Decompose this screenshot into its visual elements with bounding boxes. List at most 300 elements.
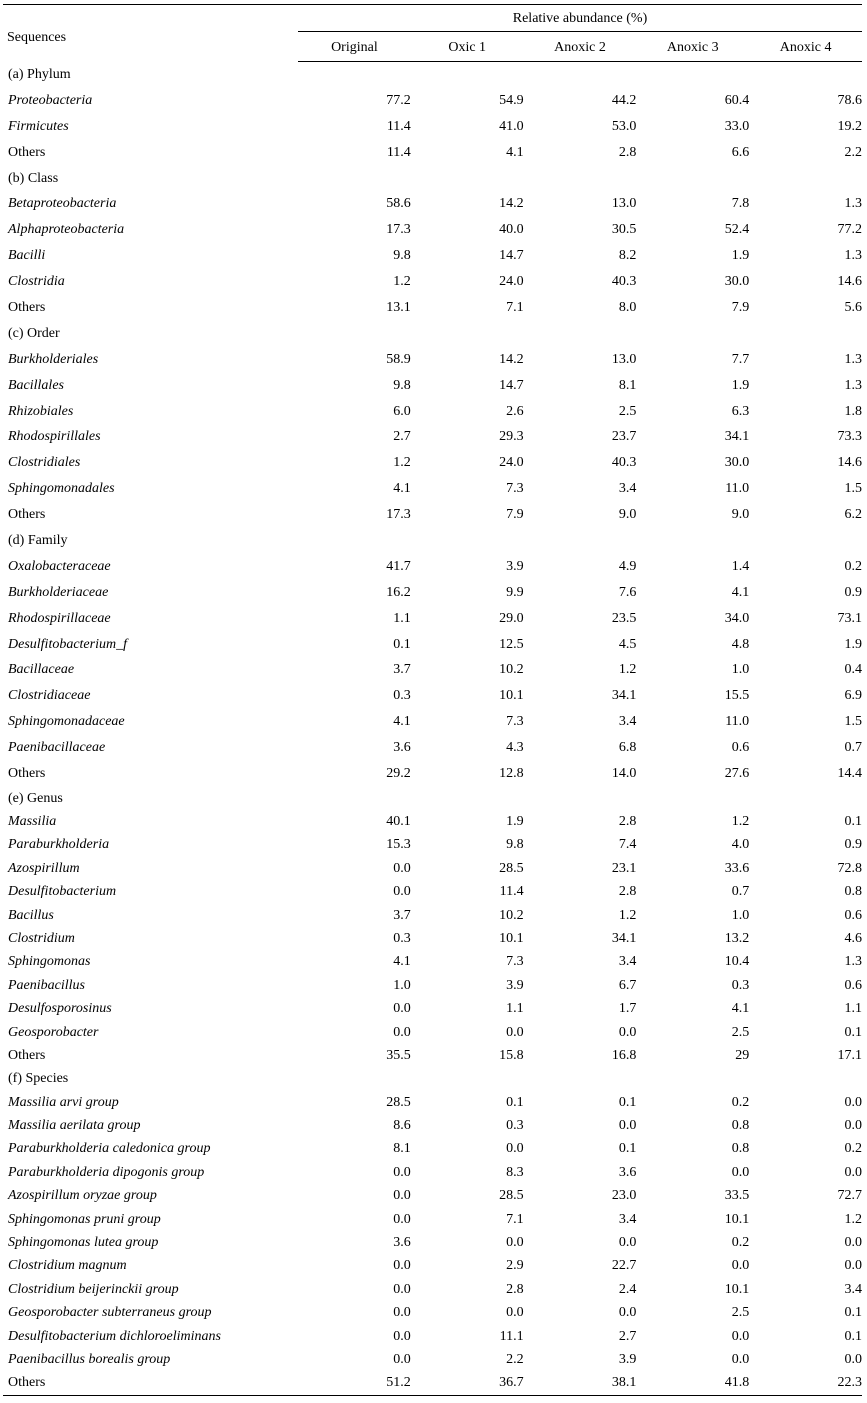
abundance-value-text: 19.2 — [837, 118, 862, 134]
abundance-value — [636, 373, 749, 399]
abundance-value — [636, 1091, 749, 1114]
table-row — [3, 1231, 862, 1254]
abundance-value-text: 1.1 — [506, 1001, 524, 1017]
abundance-value-text: 34.1 — [611, 930, 637, 946]
abundance-value-text: 0.0 — [393, 1164, 411, 1180]
table-row — [3, 951, 862, 974]
abundance-value — [636, 1044, 749, 1067]
abundance-value — [636, 1255, 749, 1278]
abundance-value-text: 0.9 — [844, 837, 862, 853]
table-row — [3, 347, 862, 373]
taxon-name: Clostridium beijerinckii group — [8, 1281, 179, 1297]
abundance-value — [524, 904, 637, 927]
abundance-value-text: 14.7 — [499, 377, 524, 393]
abundance-value — [298, 606, 411, 632]
abundance-value — [636, 632, 749, 658]
abundance-value — [298, 373, 411, 399]
abundance-value-text: 0.9 — [844, 584, 862, 600]
abundance-value-text: 10.2 — [499, 907, 524, 923]
abundance-value — [749, 632, 862, 658]
abundance-value — [636, 683, 749, 709]
abundance-value-text: 29 — [735, 1047, 750, 1063]
table-row — [3, 1114, 862, 1137]
abundance-value-text: 4.9 — [618, 558, 637, 574]
abundance-value-text: 7.9 — [731, 299, 750, 315]
abundance-value — [298, 997, 411, 1020]
abundance-value — [411, 580, 524, 606]
abundance-value — [298, 1231, 411, 1254]
taxon-name: Clostridia — [8, 274, 65, 290]
abundance-value — [524, 1231, 637, 1254]
abundance-value-text: 0.2 — [731, 1235, 750, 1251]
abundance-value-text: 44.2 — [611, 92, 637, 108]
abundance-value — [411, 735, 524, 761]
abundance-value-text: 10.1 — [724, 1211, 750, 1227]
abundance-value — [411, 632, 524, 658]
taxon-name: Clostridium magnum — [8, 1258, 127, 1274]
abundance-value — [636, 1231, 749, 1254]
abundance-value — [524, 191, 637, 217]
abundance-value — [524, 1161, 637, 1184]
abundance-value — [636, 1114, 749, 1137]
abundance-value — [636, 606, 749, 632]
abundance-value-text: 1.1 — [844, 1001, 862, 1017]
abundance-value — [749, 927, 862, 950]
abundance-value-text: 7.3 — [506, 954, 524, 970]
abundance-value-text: 51.2 — [386, 1375, 411, 1391]
abundance-value — [636, 857, 749, 880]
abundance-value — [524, 1302, 637, 1325]
abundance-value-text: 1.9 — [731, 248, 750, 264]
abundance-value-text: 38.1 — [611, 1375, 637, 1391]
table-row — [3, 1021, 862, 1044]
abundance-value — [749, 904, 862, 927]
abundance-value — [636, 1021, 749, 1044]
abundance-value — [749, 834, 862, 857]
abundance-value-text: 0.2 — [844, 558, 862, 574]
taxon-name: Bacillus — [8, 907, 54, 923]
table-row — [3, 1325, 862, 1348]
abundance-value — [411, 1231, 524, 1254]
abundance-value — [298, 1302, 411, 1325]
abundance-value-text: 0.8 — [731, 1141, 750, 1157]
abundance-value-text: 9.8 — [393, 377, 411, 393]
abundance-value — [411, 476, 524, 502]
abundance-value-text: 30.0 — [724, 455, 750, 471]
abundance-value — [298, 1021, 411, 1044]
abundance-value — [636, 1348, 749, 1371]
abundance-value — [749, 1278, 862, 1301]
table-row — [3, 974, 862, 997]
abundance-value — [749, 683, 862, 709]
abundance-value — [524, 295, 637, 321]
taxon-name: Alphaproteobacteria — [8, 222, 125, 238]
abundance-value-text: 23.7 — [611, 429, 637, 445]
abundance-value — [749, 1231, 862, 1254]
abundance-value-text: 1.2 — [618, 662, 637, 678]
abundance-value-text: 0.0 — [393, 1211, 411, 1227]
abundance-value — [411, 657, 524, 683]
abundance-value-text: 3.9 — [506, 558, 524, 574]
abundance-value — [524, 580, 637, 606]
abundance-value — [524, 1044, 637, 1067]
table-row — [3, 1278, 862, 1301]
abundance-value — [298, 243, 411, 269]
abundance-value-text: 8.0 — [618, 299, 637, 315]
abundance-value-text: 7.8 — [731, 196, 750, 212]
table-row — [3, 683, 862, 709]
abundance-value-text: 29.3 — [499, 429, 524, 445]
abundance-value-text: 14.2 — [499, 196, 524, 212]
abundance-value — [298, 295, 411, 321]
abundance-value — [298, 1044, 411, 1067]
section-title: (e) Genus — [8, 790, 63, 806]
abundance-value-text: 72.7 — [837, 1188, 862, 1204]
abundance-value-text: 41.0 — [499, 118, 524, 134]
abundance-value-text: 2.5 — [731, 1024, 750, 1040]
abundance-value-text: 1.2 — [393, 455, 411, 471]
abundance-value — [524, 927, 637, 950]
abundance-value — [411, 1372, 524, 1396]
abundance-value — [636, 1161, 749, 1184]
abundance-value — [636, 554, 749, 580]
abundance-value — [524, 606, 637, 632]
abundance-value-text: 4.1 — [506, 144, 524, 160]
abundance-value-text: 0.0 — [618, 1235, 637, 1251]
abundance-value-text: 34.0 — [724, 610, 750, 626]
abundance-value-text: 27.6 — [724, 765, 750, 781]
abundance-value — [298, 476, 411, 502]
abundance-value — [411, 881, 524, 904]
abundance-value — [749, 1138, 862, 1161]
abundance-value-text: 2.7 — [618, 1328, 637, 1344]
section-header-row — [3, 62, 862, 88]
abundance-value — [298, 857, 411, 880]
abundance-value-text: 77.2 — [837, 222, 862, 238]
abundance-value — [298, 761, 411, 787]
table-row — [3, 554, 862, 580]
abundance-value — [524, 399, 637, 425]
section-header-row — [3, 166, 862, 192]
table-row — [3, 1091, 862, 1114]
abundance-value — [298, 580, 411, 606]
abundance-value-text: 8.2 — [618, 248, 637, 264]
table-row — [3, 1161, 862, 1184]
abundance-value-text: 3.6 — [618, 1164, 637, 1180]
taxon-name: Desulfosporosinus — [8, 1001, 112, 1017]
taxon-name: Rhodospirillales — [8, 429, 101, 445]
abundance-value — [524, 810, 637, 833]
abundance-value-text: 15.8 — [499, 1047, 524, 1063]
abundance-value — [411, 857, 524, 880]
sequences-header: Sequences — [7, 29, 67, 45]
abundance-value — [636, 1302, 749, 1325]
abundance-value — [411, 1325, 524, 1348]
abundance-value — [411, 1208, 524, 1231]
abundance-value — [298, 140, 411, 166]
abundance-value — [749, 502, 862, 528]
abundance-value — [749, 761, 862, 787]
abundance-value-text: 0.7 — [844, 740, 862, 756]
abundance-value-text: 0.1 — [844, 1305, 862, 1321]
taxon-name: Desulfitobacterium dichloroeliminans — [8, 1328, 221, 1344]
abundance-value-text: 36.7 — [499, 1375, 524, 1391]
abundance-value-text: 53.0 — [611, 118, 637, 134]
abundance-value — [749, 399, 862, 425]
abundance-value-text: 40.0 — [499, 222, 524, 238]
table-row — [3, 88, 862, 114]
abundance-value-text: 7.1 — [506, 1211, 524, 1227]
taxon-name: Massilia aerilata group — [8, 1118, 141, 1134]
abundance-value — [749, 735, 862, 761]
abundance-value — [524, 217, 637, 243]
abundance-value-text: 54.9 — [499, 92, 524, 108]
table-row — [3, 857, 862, 880]
abundance-value — [524, 632, 637, 658]
abundance-value-text: 0.4 — [844, 662, 862, 678]
abundance-value-text: 10.1 — [499, 688, 524, 704]
abundance-value-text: 2.5 — [618, 403, 637, 419]
section-header-row — [3, 528, 862, 554]
abundance-value-text: 0.0 — [731, 1328, 750, 1344]
abundance-value-text: 0.1 — [844, 1328, 862, 1344]
taxon-name: Betaproteobacteria — [8, 196, 117, 212]
abundance-value — [636, 502, 749, 528]
taxon-name: Clostridiales — [8, 455, 81, 471]
abundance-value — [298, 632, 411, 658]
abundance-value — [298, 269, 411, 295]
abundance-value — [298, 88, 411, 114]
abundance-value-text: 78.6 — [837, 92, 862, 108]
abundance-value — [298, 1185, 411, 1208]
abundance-value — [411, 88, 524, 114]
abundance-value — [636, 1372, 749, 1396]
abundance-value — [524, 476, 637, 502]
abundance-value-text: 6.3 — [731, 403, 750, 419]
abundance-value-text: 4.0 — [731, 837, 750, 853]
table-row — [3, 424, 862, 450]
abundance-value — [411, 810, 524, 833]
taxon-name: Clostridium — [8, 930, 75, 946]
abundance-value-text: 1.9 — [731, 377, 750, 393]
section-title: (b) Class — [8, 170, 59, 186]
abundance-value-text: 17.3 — [386, 222, 411, 238]
abundance-value-text: 4.1 — [731, 1001, 750, 1017]
abundance-value-text: 9.8 — [506, 837, 524, 853]
abundance-value — [749, 881, 862, 904]
abundance-value-text: 4.1 — [393, 954, 411, 970]
abundance-value-text: 9.9 — [506, 584, 524, 600]
taxon-name: Others — [8, 144, 46, 160]
abundance-value-text: 3.6 — [393, 740, 411, 756]
abundance-value — [636, 295, 749, 321]
abundance-value — [749, 424, 862, 450]
abundance-value-text: 0.6 — [731, 740, 750, 756]
abundance-value-text: 29.0 — [499, 610, 524, 626]
abundance-value-text: 2.4 — [618, 1281, 637, 1297]
abundance-value-text: 0.0 — [731, 1258, 750, 1274]
abundance-value-text: 8.1 — [618, 377, 637, 393]
abundance-value — [749, 1021, 862, 1044]
abundance-value-text: 3.9 — [506, 977, 524, 993]
table-row — [3, 1372, 862, 1396]
abundance-value — [411, 399, 524, 425]
table-row — [3, 997, 862, 1020]
abundance-value-text: 10.4 — [724, 954, 750, 970]
abundance-value-text: 1.3 — [844, 377, 862, 393]
abundance-value-text: 0.0 — [393, 1281, 411, 1297]
relative-abundance-header: Relative abundance (%) — [298, 8, 862, 34]
abundance-value-text: 0.0 — [618, 1118, 637, 1134]
abundance-value-text: 6.0 — [393, 403, 411, 419]
abundance-value-text: 30.5 — [611, 222, 637, 238]
abundance-value-text: 58.6 — [386, 196, 411, 212]
table-row — [3, 709, 862, 735]
table-row — [3, 450, 862, 476]
section-header-row — [3, 787, 862, 810]
abundance-value — [411, 1302, 524, 1325]
abundance-value — [636, 1325, 749, 1348]
taxon-name: Others — [3, 1372, 298, 1396]
abundance-value — [411, 927, 524, 950]
abundance-value-text: 16.8 — [611, 1047, 637, 1063]
abundance-value — [411, 1114, 524, 1137]
abundance-value — [749, 554, 862, 580]
abundance-value — [749, 217, 862, 243]
abundance-value-text: 8.6 — [393, 1118, 411, 1134]
abundance-value-text: 30.0 — [724, 274, 750, 290]
taxon-name: Paenibacillus — [8, 977, 85, 993]
abundance-value — [411, 1185, 524, 1208]
abundance-value-text: 40.1 — [386, 814, 411, 830]
taxon-name: Bacillaceae — [8, 662, 75, 678]
abundance-value — [524, 657, 637, 683]
abundance-value-text: 2.7 — [393, 429, 411, 445]
abundance-value-text: 10.1 — [724, 1281, 750, 1297]
abundance-value — [298, 927, 411, 950]
abundance-value-text: 16.2 — [386, 584, 411, 600]
abundance-value-text: 0.0 — [618, 1305, 637, 1321]
abundance-value-text: 17.3 — [386, 507, 411, 523]
abundance-value — [524, 1021, 637, 1044]
abundance-value-text: 10.1 — [499, 930, 524, 946]
abundance-value — [636, 974, 749, 997]
abundance-value-text: 3.7 — [393, 907, 411, 923]
abundance-value-text: 4.8 — [731, 636, 750, 652]
abundance-value-text: 35.5 — [386, 1047, 411, 1063]
abundance-value-text: 2.5 — [731, 1305, 750, 1321]
abundance-value — [636, 834, 749, 857]
abundance-value-text: 1.8 — [844, 403, 862, 419]
abundance-value-text: 0.3 — [731, 977, 750, 993]
abundance-value-text: 33.5 — [724, 1188, 750, 1204]
abundance-value — [298, 834, 411, 857]
abundance-value-text: 60.4 — [724, 92, 750, 108]
abundance-value — [524, 761, 637, 787]
abundance-value-text: 4.5 — [618, 636, 637, 652]
abundance-value-text: 77.2 — [386, 92, 411, 108]
abundance-value-text: 7.6 — [618, 584, 637, 600]
abundance-value-text: 7.3 — [506, 714, 524, 730]
abundance-value — [298, 1255, 411, 1278]
abundance-value-text: 6.6 — [731, 144, 750, 160]
section-title: (c) Order — [8, 325, 60, 341]
abundance-value-text: 13.0 — [611, 351, 637, 367]
abundance-value-text: 6.2 — [844, 507, 862, 523]
taxon-name: Firmicutes — [8, 118, 69, 134]
abundance-value — [636, 881, 749, 904]
abundance-value-text: 17.1 — [837, 1047, 862, 1063]
abundance-value-text: 0.0 — [393, 884, 411, 900]
table-row — [3, 1138, 862, 1161]
abundance-value-text: 6.9 — [844, 688, 862, 704]
abundance-value-text: 28.5 — [386, 1094, 411, 1110]
table-row — [3, 834, 862, 857]
abundance-value-text: 2.8 — [618, 884, 637, 900]
abundance-value — [749, 373, 862, 399]
taxon-name: Others — [8, 299, 46, 315]
abundance-value — [298, 191, 411, 217]
taxon-name: Oxalobacteraceae — [8, 558, 111, 574]
abundance-value-text: 0.0 — [844, 1235, 862, 1251]
abundance-value-text: 0.2 — [844, 1141, 862, 1157]
abundance-value-text: 4.3 — [506, 740, 524, 756]
abundance-value-text: 28.5 — [499, 860, 524, 876]
abundance-value-text: 0.0 — [844, 1094, 862, 1110]
abundance-value — [749, 1208, 862, 1231]
abundance-value — [749, 606, 862, 632]
abundance-value — [636, 114, 749, 140]
taxon-name: Bacillales — [8, 377, 64, 393]
abundance-value — [524, 1348, 637, 1371]
abundance-value — [636, 140, 749, 166]
abundance-value-text: 3.4 — [618, 1211, 637, 1227]
abundance-value-text: 6.7 — [618, 977, 637, 993]
abundance-value — [411, 217, 524, 243]
abundance-value-text: 1.3 — [844, 954, 862, 970]
abundance-value-text: 14.4 — [837, 765, 862, 781]
abundance-value — [524, 114, 637, 140]
abundance-value-text: 22.7 — [611, 1258, 637, 1274]
abundance-value — [411, 502, 524, 528]
abundance-value — [749, 347, 862, 373]
taxon-name: Azospirillum oryzae group — [8, 1188, 157, 1204]
abundance-value — [411, 347, 524, 373]
abundance-value — [524, 554, 637, 580]
column-header-anoxic-2: Anoxic 2 — [524, 34, 637, 62]
abundance-value-text: 1.2 — [393, 274, 411, 290]
abundance-value — [298, 683, 411, 709]
abundance-value — [411, 114, 524, 140]
table-row — [3, 580, 862, 606]
abundance-value — [524, 1278, 637, 1301]
abundance-value-text: 2.2 — [506, 1352, 524, 1367]
abundance-value — [524, 834, 637, 857]
abundance-value — [298, 502, 411, 528]
abundance-value — [749, 1114, 862, 1137]
abundance-value-text: 5.6 — [844, 299, 862, 315]
abundance-value-text: 11.4 — [499, 884, 524, 900]
abundance-value — [636, 476, 749, 502]
abundance-value-text: 4.1 — [393, 481, 411, 497]
abundance-value — [636, 997, 749, 1020]
abundance-value-text: 2.6 — [506, 403, 524, 419]
taxon-name: Burkholderiales — [8, 351, 99, 367]
abundance-value — [636, 347, 749, 373]
abundance-value — [411, 373, 524, 399]
abundance-value — [749, 1044, 862, 1067]
abundance-value — [524, 450, 637, 476]
